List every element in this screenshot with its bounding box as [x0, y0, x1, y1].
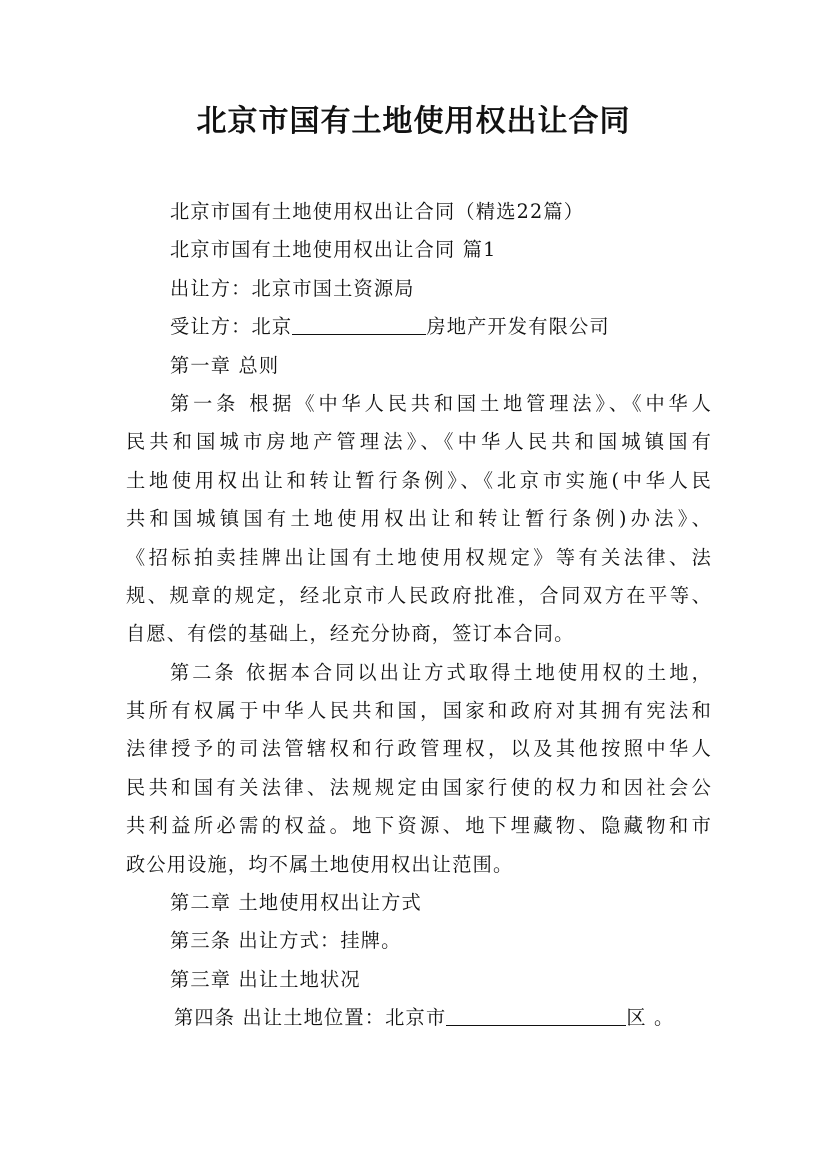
chapter-3-heading: 第三章 出让土地状况 [170, 967, 361, 991]
article-4-suffix: 区 。 [626, 1006, 675, 1030]
chapter-2-heading: 第二章 土地使用权出让方式 [170, 891, 422, 915]
document-title: 北京市国有土地使用权出让合同 [196, 104, 631, 139]
document-body [126, 193, 712, 1038]
grantee-line [126, 308, 712, 346]
article-1-line: 民共和国城市房地产管理法》、《中华人民共和国城镇国有 [126, 430, 712, 454]
grantee-label: 受让方：北京 [170, 315, 293, 339]
location-blank [446, 1006, 626, 1026]
article-1-line: 土地使用权出让和转让暂行条例》、《北京市实施(中华人民 [126, 468, 712, 492]
article-2-line: 其所有权属于中华人民共和国，国家和政府对其拥有宪法和 [126, 699, 712, 723]
article-2-line: 第二条 依据本合同以出让方式取得土地使用权的土地， [170, 660, 712, 684]
article-1-line: 第一条 根据《中华人民共和国土地管理法》、《中华人 [170, 391, 712, 415]
grantee-suffix: 房地产开发有限公司 [426, 315, 610, 339]
article-1-line: 共和国城镇国有土地使用权出让和转让暂行条例)办法》、 [126, 507, 712, 531]
subtitle-line: 北京市国有土地使用权出让合同（精选22篇） [170, 200, 585, 223]
article-3-line: 第三条 出让方式：挂牌。 [170, 929, 402, 953]
grantor-line: 出让方：北京市国土资源局 [170, 276, 415, 300]
article-2-line: 政公用设施，均不属土地使用权出让范围。 [126, 852, 514, 876]
article-1-line: 《招标拍卖挂牌出让国有土地使用权规定》等有关法律、法 [126, 545, 712, 569]
article-2-line: 法律授予的司法管辖权和行政管理权，以及其他按照中华人 [126, 737, 712, 761]
article-1-line: 自愿、有偿的基础上，经充分协商，签订本合同。 [126, 622, 575, 646]
grantee-blank [292, 315, 426, 335]
article-2-line: 民共和国有关法律、法规规定由国家行使的权力和因社会公 [126, 775, 712, 799]
article-4-label: 第四条 出让土地位置：北京市 [174, 1006, 447, 1030]
article-2-line: 共利益所必需的权益。地下资源、地下埋藏物、隐藏物和市 [126, 814, 712, 838]
chapter-1-heading: 第一章 总则 [170, 353, 280, 377]
article-4-line [126, 999, 712, 1037]
section-heading: 北京市国有土地使用权出让合同 篇1 [170, 238, 497, 262]
article-1-line: 规、规章的规定，经北京市人民政府批准，合同双方在平等、 [126, 583, 712, 607]
